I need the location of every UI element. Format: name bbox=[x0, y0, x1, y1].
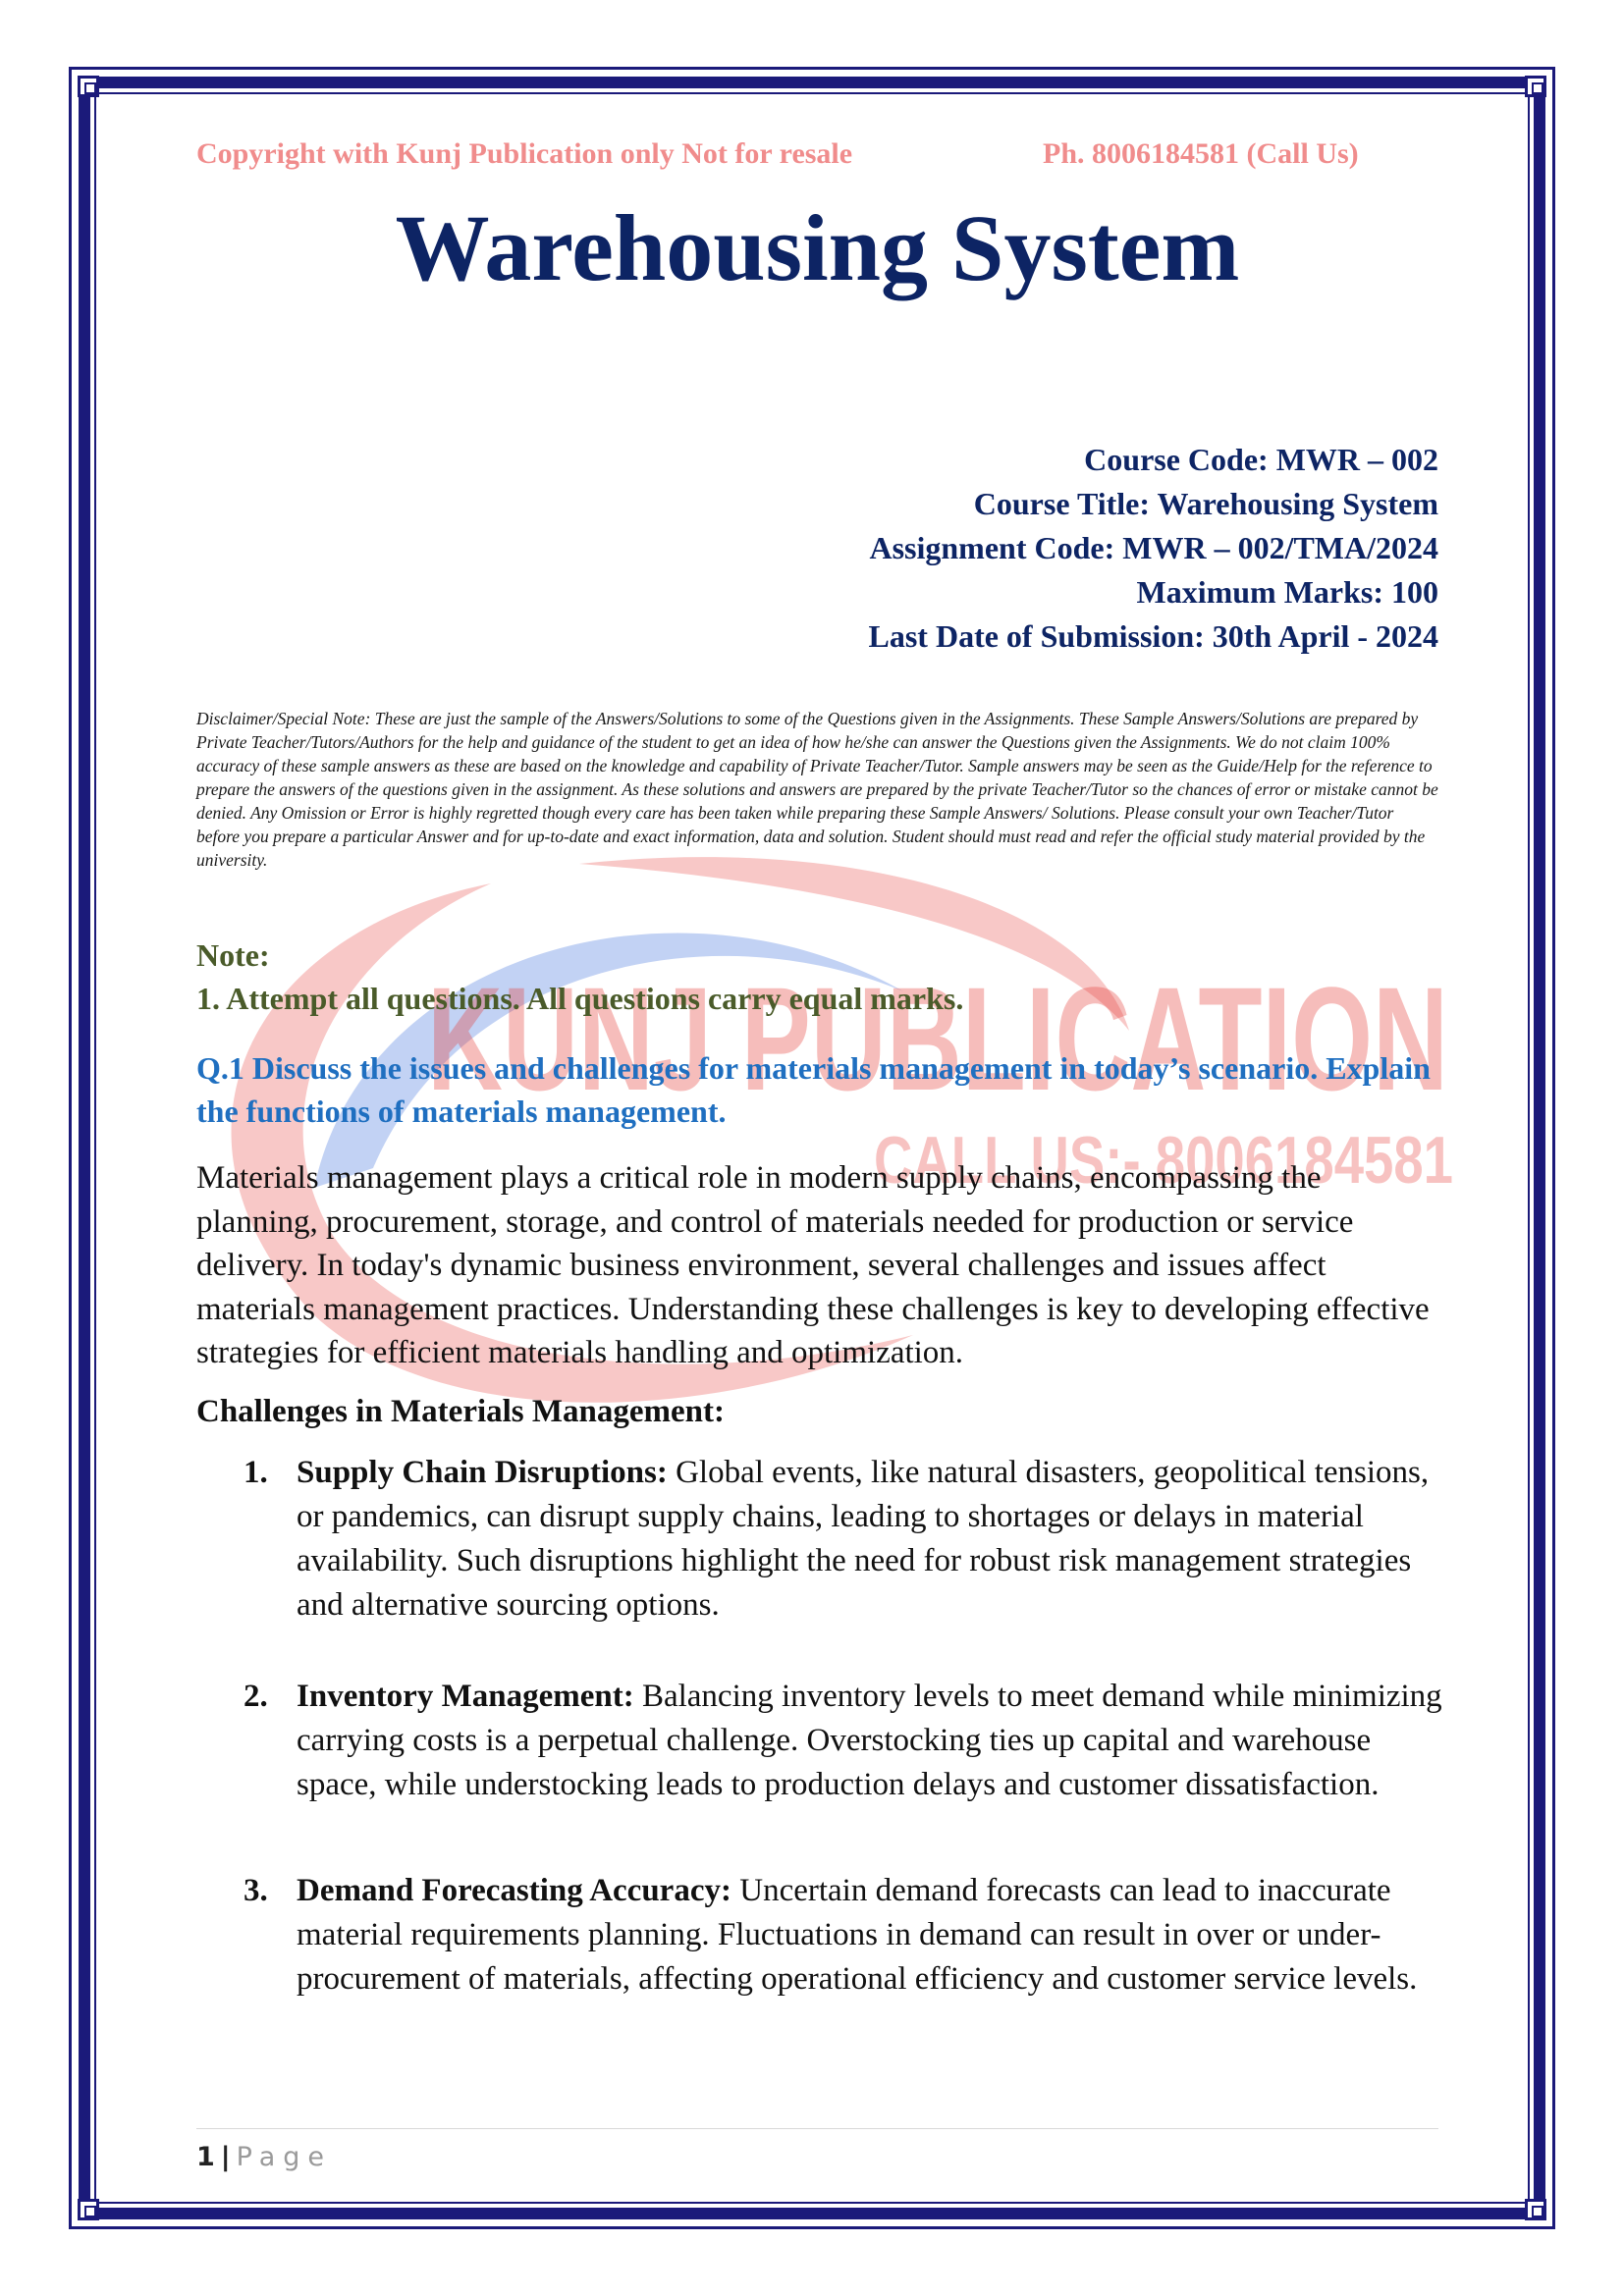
border-corner-bottom-right bbox=[1525, 2199, 1546, 2220]
page-footer bbox=[196, 2142, 332, 2172]
watermark-brand: KUNJ PUBLICATION bbox=[427, 956, 1448, 1121]
list-item-term: Supply Chain Disruptions: bbox=[297, 1455, 668, 1490]
list-item-text: Uncertain demand forecasts can lead to inaccurate material requirements planning. Fluctuations in demand can result in over or under-procurement of materials, affecting operational efficiency and customer service levels. bbox=[297, 1873, 1418, 1997]
footer-separator: | bbox=[220, 2142, 231, 2172]
copyright-line bbox=[196, 137, 1438, 171]
list-item-number: 3. bbox=[244, 1873, 268, 1908]
page-number: 1 bbox=[196, 2142, 215, 2172]
list-item bbox=[196, 1675, 1443, 1807]
phone-number: Ph. 8006184581 (Call Us) bbox=[1043, 137, 1359, 170]
copyright-text: Copyright with Kunj Publication only Not for resale bbox=[196, 137, 853, 170]
document-title: Warehousing System bbox=[395, 195, 1240, 300]
note-heading: Note: bbox=[196, 937, 270, 973]
list-item-text: Balancing inventory levels to meet demand while minimizing carrying costs is a perpetual challenge. Overstocking ties up capital and warehouse space, while understocking leads to production delays and customer dissatisfaction. bbox=[297, 1679, 1442, 1802]
challenges-heading: Challenges in Materials Management: bbox=[196, 1394, 726, 1429]
watermark-call: CALL US:- 8006184581 bbox=[874, 1123, 1453, 1198]
submission-date: Last Date of Submission: 30th April - 2024 bbox=[868, 618, 1438, 654]
course-title: Course Title: Warehousing System bbox=[973, 486, 1438, 521]
list-item bbox=[196, 1451, 1443, 1628]
border-corner-bottom-left bbox=[78, 2199, 99, 2220]
border-corner-top-right bbox=[1525, 76, 1546, 97]
maximum-marks: Maximum Marks: 100 bbox=[1136, 574, 1438, 610]
intro-paragraph: Materials management plays a critical role in modern supply chains, encompassing the planning, procurement, storage, and control of materials needed for production or service delivery. In today's dynamic business environment, several challenges and issues affect materials management practices. Understanding these challenges is key to developing effective strategies for efficient materials handling and optimization. bbox=[196, 1160, 1430, 1370]
list-item-number: 1. bbox=[244, 1455, 268, 1490]
question-1: Q.1 Discuss the issues and challenges for materials management in today’s scenario. Explain the functions of materials management. bbox=[196, 1050, 1431, 1129]
note-instruction: 1. Attempt all questions. All questions carry equal marks. bbox=[196, 981, 964, 1016]
list-item-text: Global events, like natural disasters, geopolitical tensions, or pandemics, can disrupt supply chains, leading to shortages or delays in material availability. Such disruptions highlight the need for robust risk management strategies and alternative sourcing options. bbox=[297, 1455, 1430, 1623]
list-item-term: Inventory Management: bbox=[297, 1679, 634, 1714]
list-item bbox=[196, 1869, 1443, 2002]
footer-divider bbox=[196, 2128, 1438, 2129]
assignment-code: Assignment Code: MWR – 002/TMA/2024 bbox=[869, 530, 1438, 565]
list-item-term: Demand Forecasting Accuracy: bbox=[297, 1873, 731, 1908]
disclaimer: Disclaimer/Special Note: These are just the sample of the Answers/Solutions to some of the Questions given in the Assignments. These Sample Answers/Solutions are prepared by Private Teacher/Tutors/Authors for the help and guidance of the student to get an idea of how he/she can answer the Questions given the Assignments. We do not claim 100% accuracy of these sample answers as these are based on the knowledge and capability of Private Teacher/Tutor. Sample answers may be seen as the Guide/Help for the reference to prepare the answers of the questions given in the assignment. As these solutions and answers are prepared by the private Teacher/Tutor so the chances of error or mistake cannot be denied. Any Omission or Error is highly regretted though every care has been taken while preparing these Sample Answers/ Solutions. Please consult your own Teacher/Tutor before you prepare a particular Answer and for up-to-date and exact information, data and solution. Student should must read and refer the official study material provided by the university. bbox=[196, 709, 1438, 870]
list-item-number: 2. bbox=[244, 1679, 268, 1714]
page-label: Page bbox=[236, 2142, 333, 2172]
course-code: Course Code: MWR – 002 bbox=[1084, 442, 1438, 477]
course-meta bbox=[687, 438, 1438, 659]
border-corner-top-left bbox=[78, 76, 99, 97]
